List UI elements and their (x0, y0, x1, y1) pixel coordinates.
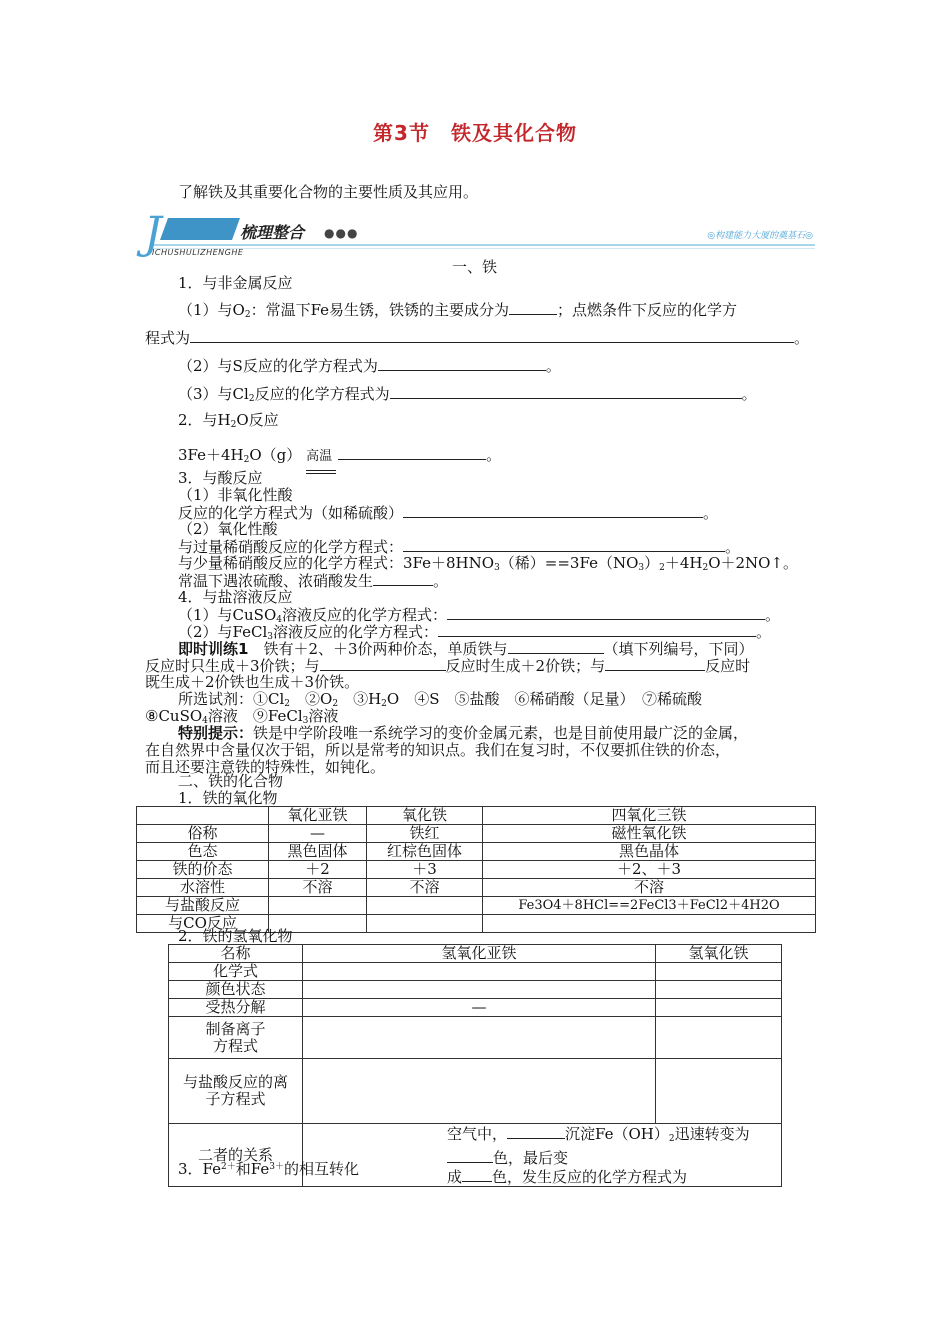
fe3o4-hcl-equation: Fe3O4＋8HCl==2FeCl3＋FeCl2＋4H2O (483, 897, 816, 915)
banner-heading: 梳理整合 (240, 223, 305, 242)
tip-label: 特别提示： (178, 724, 254, 742)
section-heading-compounds: 二、铁的化合物 (178, 772, 284, 790)
answer-blank[interactable] (509, 300, 557, 315)
answer-blank[interactable] (390, 384, 742, 399)
oxidizing-acid: （2）氧化性酸 (178, 520, 278, 538)
col-header: 氧化亚铁 (269, 807, 367, 825)
item-dilute-h2so4: 反应的化学方程式为（如稀硫酸） 。 (178, 504, 719, 522)
subsection-2: 2．与$H_2O$反应 (178, 411, 279, 430)
subsection-1: 1．与非金属反应 (178, 274, 293, 292)
banner-letter: J (144, 208, 162, 259)
page-title: 第3节 铁及其化合物 (373, 121, 577, 145)
practice-reagents-2: ⑧CuSO$_4$溶液 ⑨FeCl$_3$溶液 (145, 707, 339, 726)
hydroxides-title: 2．铁的氢氧化物 (178, 927, 293, 945)
table-row: 色态 黑色固体 红棕色固体 黑色晶体 (137, 843, 816, 861)
table-row: 化学式 (169, 963, 782, 981)
item-h2o-equation: $3Fe+4H_2O(g)$ 高温 。 (178, 445, 501, 469)
answer-blank[interactable] (447, 605, 765, 620)
table-row: 颜色状态 (169, 981, 782, 999)
oxides-table (136, 806, 816, 933)
col-header: 名称 (169, 945, 303, 963)
table-row: 受热分解 — (169, 999, 782, 1017)
item-fecl3: （2）与FeCl$_3$溶液反应的化学方程式： 。 (178, 623, 772, 642)
answer-blank[interactable] (447, 1148, 493, 1163)
item-cuso4: （1）与CuSO$_4$溶液反应的化学方程式： 。 (178, 606, 781, 625)
table-row: 与盐酸反应 Fe3O4＋8HCl==2FeCl3＋FeCl2＋4H2O (137, 897, 816, 915)
answer-blank[interactable] (373, 571, 433, 586)
fe-conversion-title: 3．$Fe^{2+}$和$Fe^{3+}$的相互转化 (178, 1160, 359, 1178)
answer-blank[interactable] (190, 328, 794, 343)
col-header: 四氧化三铁 (483, 807, 816, 825)
answer-blank[interactable] (338, 445, 486, 460)
answer-blank[interactable] (605, 656, 705, 671)
table-header-row (169, 945, 782, 963)
banner-subtitle: ICHUSHULIZHENGHE (152, 248, 244, 257)
relation-label: 二者的关系 (169, 1124, 303, 1187)
col-header: 氢氧化铁 (656, 945, 782, 963)
tip-line-1: 特别提示：铁是中学阶段唯一系统学习的变价金属元素，也是目前使用最广泛的金属， (178, 724, 749, 742)
answer-blank[interactable] (403, 537, 725, 552)
oxides-title: 1．铁的氧化物 (178, 789, 278, 807)
answer-blank[interactable] (507, 1124, 565, 1139)
item-o2: （1）与$O_2$：常温下Fe易生锈，铁锈的主要成分为 ；点燃条件下反应的化学方 (178, 301, 738, 320)
section-heading-iron: 一、铁 (452, 258, 498, 276)
relation-cell: 空气中， 沉淀$Fe(OH)_2$迅速转变为色，最后变 成 色，发生反应的化学方程式为 (303, 1124, 782, 1187)
item-excess-hno3: 与过量稀硝酸反应的化学方程式： 。 (178, 538, 741, 556)
col-header: 氢氧化亚铁 (303, 945, 656, 963)
answer-blank[interactable] (462, 1167, 492, 1182)
subsection-4: 4．与盐溶液反应 (178, 588, 293, 606)
answer-blank[interactable] (403, 503, 703, 518)
table-row: 俗称 — 铁红 磁性氧化铁 (137, 825, 816, 843)
subsection-3: 3．与酸反应 (178, 469, 263, 487)
tip-line-2: 在自然界中含量仅次于铝，所以是常考的知识点。我们在复习时，不仅要抓住铁的价态， (145, 741, 731, 759)
answer-blank[interactable] (438, 622, 756, 637)
practice-line-2: 反应时只生成＋3价铁；与 反应时生成＋2价铁；与 反应时 (145, 657, 751, 675)
table-row: 与盐酸反应的离 子方程式 (169, 1059, 782, 1124)
col-header: 氧化铁 (367, 807, 483, 825)
answer-blank[interactable] (508, 639, 604, 654)
practice-line-3: 既生成＋2价铁也生成＋3价铁。 (145, 673, 360, 691)
table-row: 水溶性 不溶 不溶 不溶 (137, 879, 816, 897)
practice-label: 即时训练1 (178, 640, 249, 658)
hydroxides-table (168, 944, 782, 1187)
table-row: 与CO反应 (137, 915, 816, 933)
non-oxidizing-acid: （1）非氧化性酸 (178, 486, 293, 504)
item-cl2: （3）与$Cl_2$反应的化学方程式为 。 (178, 385, 757, 404)
tip-line-3: 而且还要注意铁的特殊性，如钝化。 (145, 758, 386, 776)
table-header-row (137, 807, 816, 825)
answer-blank[interactable] (378, 356, 546, 371)
item-less-hno3: 与少量稀硝酸反应的化学方程式：$3Fe+8HNO_3$（稀）$==3Fe(NO_3)_2+4H_2O+2NO↑$。 (178, 554, 799, 573)
banner-dots: ●●● (324, 226, 359, 240)
practice-reagents: 所选试剂：$①Cl_2$ $②O_2$ $③H_2O$ ④S ⑤盐酸 ⑥稀硝酸（足量） ⑦稀硫酸 (178, 690, 702, 709)
item-passivation: 常温下遇浓硫酸、浓硝酸发生 。 (178, 572, 449, 590)
learning-objective: 了解铁及其重要化合物的主要性质及其应用。 (178, 183, 479, 201)
item-s: （2）与S反应的化学方程式为 。 (178, 357, 561, 375)
practice-line-1: 即时训练1 铁有＋2、＋3价两种价态，单质铁与 （填下列编号，下同） (178, 640, 754, 658)
table-row: 铁的价态 ＋2 ＋3 ＋2、＋3 (137, 861, 816, 879)
banner-slogan: ◎构建能力大厦的奠基石◎ (707, 231, 813, 241)
item-o2-cont: 程式为 。 (145, 329, 810, 347)
section-banner (142, 208, 817, 262)
table-row: 制备离子 方程式 (169, 1017, 782, 1059)
answer-blank[interactable] (320, 656, 446, 671)
